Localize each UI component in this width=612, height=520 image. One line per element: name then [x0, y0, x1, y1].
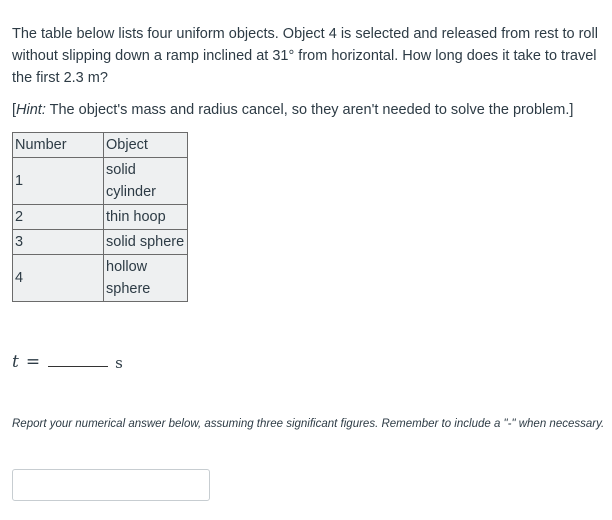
answer-variable: t	[12, 352, 19, 372]
hint-text	[12, 99, 573, 121]
answer-equation	[12, 348, 123, 372]
question-text: The table below lists four uniform objects. Object 4 is selected and released from rest to roll without slipping down a ramp inclined at 31° from horizontal. How long does it take to travel the first 2.3 m?	[12, 26, 598, 86]
header-object: Object	[104, 133, 188, 158]
hint-label: Hint:	[16, 102, 46, 118]
row-number: 2	[13, 205, 104, 230]
row-object-line: solid sphere	[106, 234, 185, 250]
equals-sign: =	[25, 352, 41, 372]
hint-body: The object's mass and radius cancel, so they aren't needed to solve the problem.]	[45, 102, 574, 118]
answer-blank	[48, 366, 108, 367]
table-header-row	[13, 133, 188, 158]
table-row	[13, 230, 188, 255]
report-instructions: Report your numerical answer below, assuming three significant figures. Remember to include a "-" when necessary.	[12, 418, 605, 430]
answer-unit: s	[115, 354, 123, 372]
table-row	[13, 158, 188, 205]
row-number: 1	[13, 158, 104, 205]
row-object	[104, 205, 188, 230]
row-number: 3	[13, 230, 104, 255]
answer-input[interactable]	[12, 469, 210, 501]
row-object-line: thin hoop	[106, 209, 166, 225]
row-object-line: hollow	[106, 259, 148, 275]
hint-open-bracket: [	[12, 102, 17, 118]
row-object	[104, 158, 188, 205]
row-object-line: sphere	[106, 281, 151, 297]
row-object-line: solid	[106, 162, 136, 178]
objects-table	[12, 132, 188, 302]
row-number: 4	[13, 255, 104, 302]
row-object-line: cylinder	[106, 184, 156, 200]
table-row	[13, 255, 188, 302]
header-number: Number	[13, 133, 104, 158]
table-row	[13, 205, 188, 230]
row-object	[104, 230, 188, 255]
row-object	[104, 255, 188, 302]
